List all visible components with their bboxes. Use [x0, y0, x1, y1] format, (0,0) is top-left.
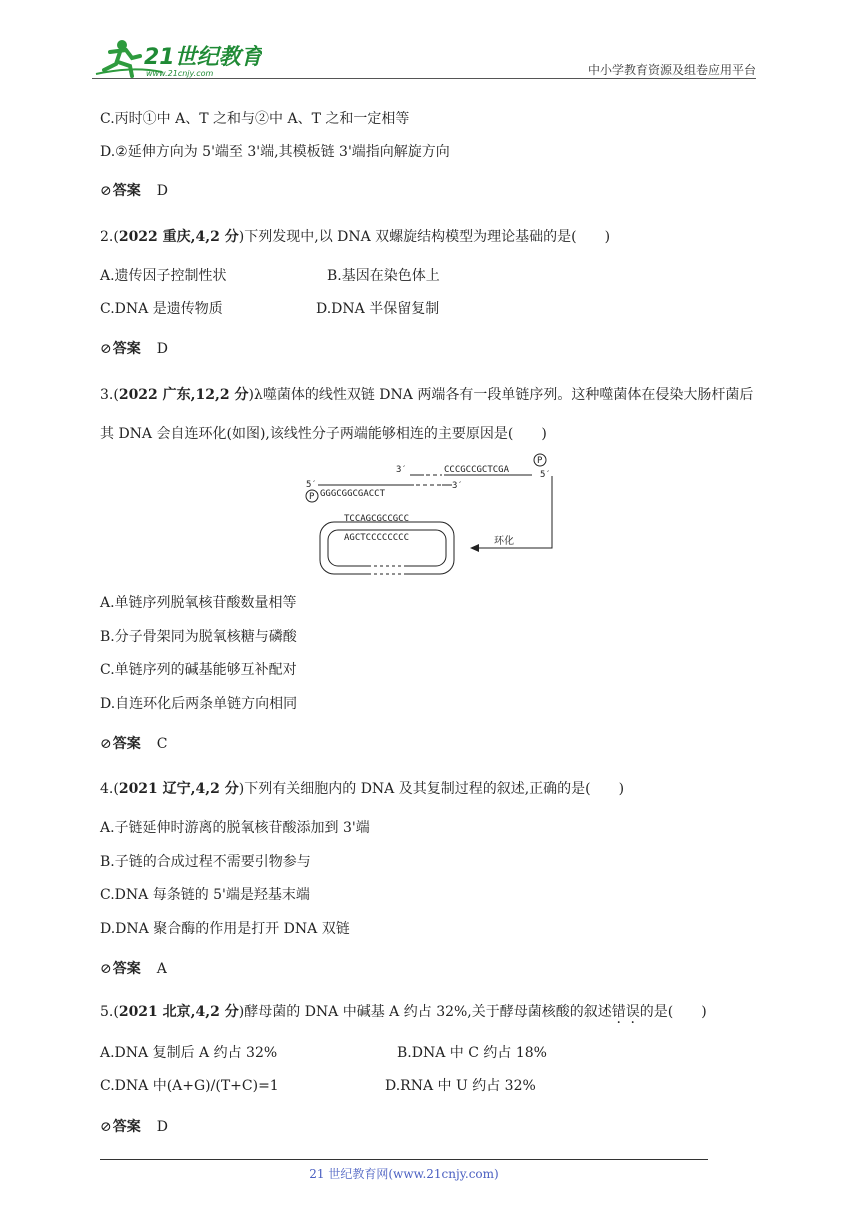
q1-option-c: C.丙时①中 A、T 之和与②中 A、T 之和一定相等 [100, 111, 410, 127]
top-strand-5-label: 5′ [540, 470, 551, 480]
q5-option-a: A.DNA 复制后 A 约占 32% [100, 1045, 278, 1061]
top-strand-3-label: 3′ [396, 465, 407, 475]
circle-bottom-seq: AGCTCCCCCCCC [344, 533, 410, 543]
q5-option-c: C.DNA 中(A+G)/(T+C)=1 [100, 1078, 279, 1094]
q3-stem: 3.(2022 广东,12,2 分)λ噬菌体的线性双链 DNA 两端各有一段单链序列。这种噬菌体在侵染大肠杆菌后 [100, 387, 754, 403]
q4-option-c: C.DNA 每条链的 5'端是羟基末端 [100, 887, 310, 903]
check-circle-icon: ⊘ [100, 183, 112, 199]
q4-stem: 4.(2021 辽宁,4,2 分)下列有关细胞内的 DNA 及其复制过程的叙述,正确的是( ) [100, 781, 625, 797]
site-logo [92, 36, 262, 80]
runner-logo-icon [92, 36, 262, 80]
dna-circularization-diagram [302, 450, 562, 580]
platform-name: 中小学教育资源及组卷应用平台 [587, 63, 756, 77]
arrow-left-icon [470, 544, 479, 552]
q2-option-a: A.遗传因子控制性状 [100, 268, 227, 284]
q3-option-b: B.分子骨架同为脱氧核糖与磷酸 [100, 629, 297, 645]
q5-option-d: D.RNA 中 U 约占 32% [385, 1078, 536, 1094]
q5-stem: 5.(2021 北京,4,2 分)酵母菌的 DNA 中碱基 A 约占 32%,关于酵母菌核酸的叙述错误的是( ) [100, 1004, 707, 1020]
check-circle-icon: ⊘ [100, 736, 112, 752]
svg-text:P: P [537, 456, 543, 466]
q2-option-b: B.基因在染色体上 [327, 268, 440, 284]
q3-option-a: A.单链序列脱氧核苷酸数量相等 [100, 595, 297, 611]
check-circle-icon: ⊘ [100, 1119, 112, 1135]
emphasis-mark: 错 [611, 1004, 626, 1020]
q1-answer: ⊘答案 D [100, 183, 168, 199]
q3-option-c: C.单链序列的碱基能够互补配对 [100, 662, 297, 678]
q4-option-b: B.子链的合成过程不需要引物参与 [100, 854, 311, 870]
emphasis-mark: 误 [625, 1004, 640, 1020]
header-divider [92, 78, 756, 79]
q4-option-a: A.子链延伸时游离的脱氧核苷酸添加到 3'端 [100, 820, 370, 836]
bottom-strand-3-label: 3′ [452, 481, 463, 491]
q2-option-d: D.DNA 半保留复制 [316, 301, 440, 317]
q2-option-c: C.DNA 是遗传物质 [100, 301, 223, 317]
check-circle-icon: ⊘ [100, 341, 112, 357]
bottom-strand-seq: GGGCGGCGACCT [320, 489, 386, 499]
q5-option-b: B.DNA 中 C 约占 18% [397, 1045, 547, 1061]
q1-option-d: D.②延伸方向为 5'端至 3'端,其模板链 3'端指向解旋方向 [100, 144, 450, 160]
circle-top-seq: TCCAGCGCCGCC [344, 514, 410, 524]
circularize-label: 环化 [494, 536, 514, 547]
q3-stem-line2: 其 DNA 会自连环化(如图),该线性分子两端能够相连的主要原因是( ) [100, 426, 547, 442]
q5-answer: ⊘答案 D [100, 1119, 168, 1135]
q4-answer: ⊘答案 A [100, 961, 167, 977]
q2-stem: 2.(2022 重庆,4,2 分)下列发现中,以 DNA 双螺旋结构模型为理论基础的是( ) [100, 229, 611, 245]
top-strand-seq: CCCGCCGCTCGA [444, 465, 510, 475]
svg-text:www.21cnjy.com: www.21cnjy.com [146, 69, 214, 78]
footer-link[interactable]: 21 世纪教育网(www.21cnjy.com) [309, 1167, 499, 1181]
check-circle-icon: ⊘ [100, 961, 112, 977]
q2-answer: ⊘答案 D [100, 341, 168, 357]
svg-text:21世纪教育: 21世纪教育 [144, 45, 262, 70]
q3-answer: ⊘答案 C [100, 736, 168, 752]
bottom-strand-5-label: 5′ [306, 480, 317, 490]
q3-option-d: D.自连环化后两条单链方向相同 [100, 696, 298, 712]
q4-option-d: D.DNA 聚合酶的作用是打开 DNA 双链 [100, 921, 350, 937]
footer-divider [100, 1159, 708, 1160]
svg-text:P: P [309, 492, 315, 502]
